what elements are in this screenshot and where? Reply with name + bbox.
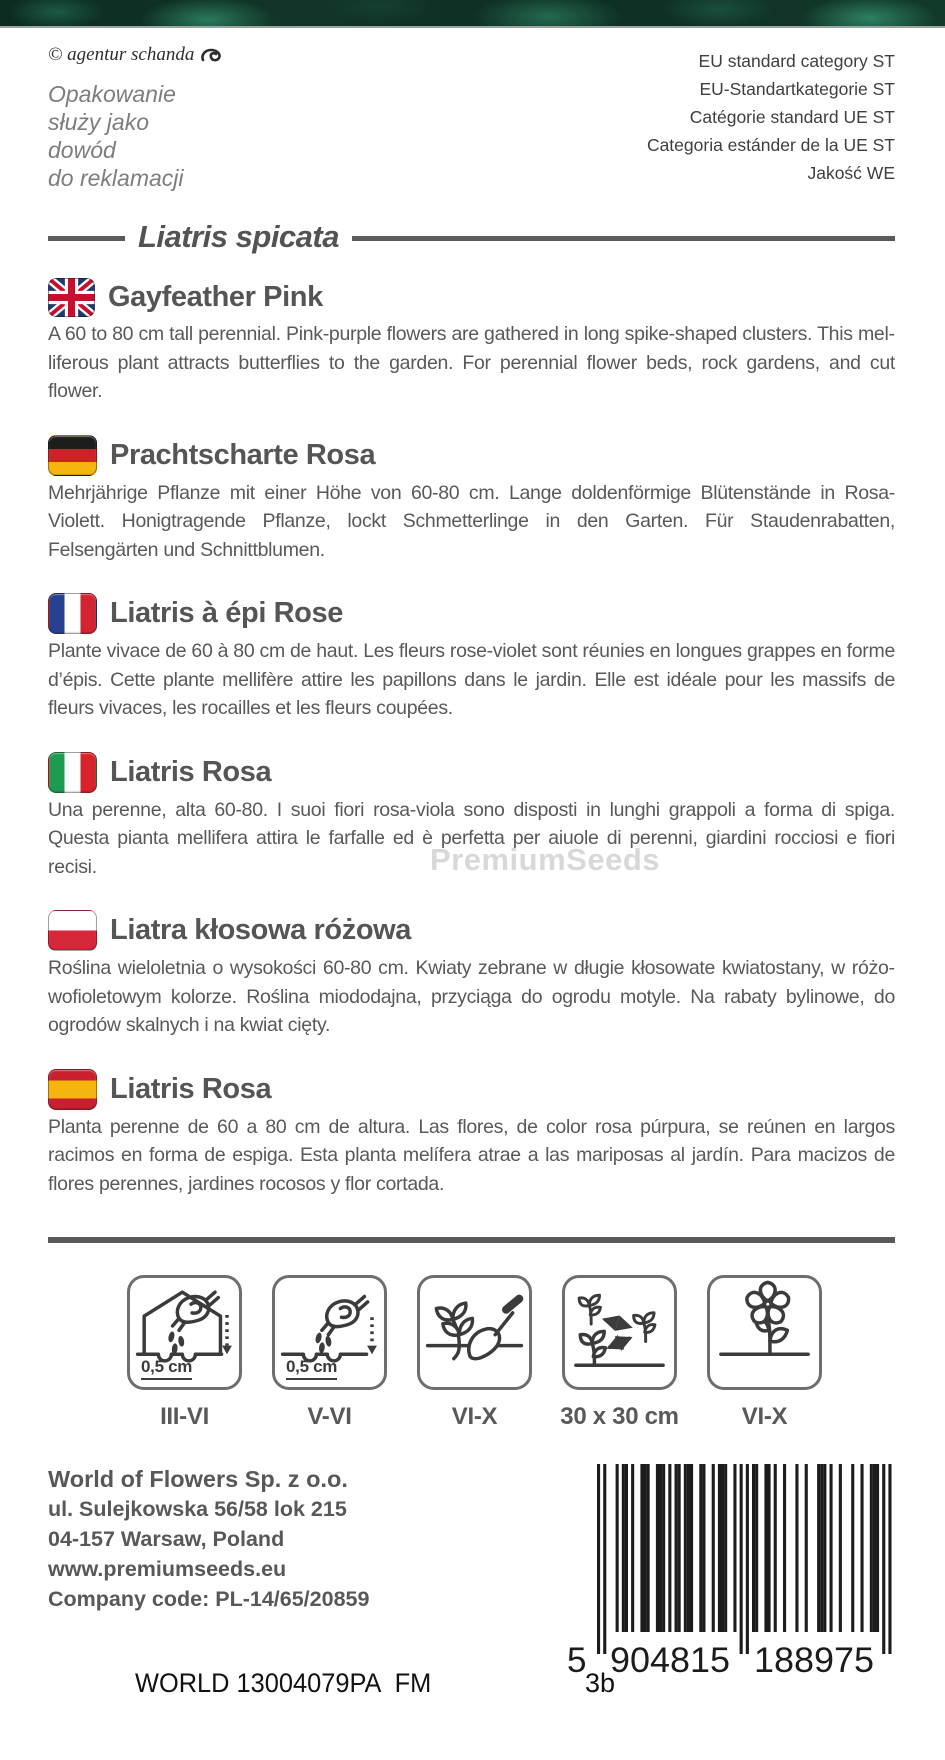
credit-text: © agentur schanda	[48, 44, 195, 65]
left-top-block	[48, 44, 222, 192]
section-description: Plante vivace de 60 à 80 cm de haut. Les fleurs rose-violet sont réunies en longues grappes en forme d’épis. Cette plante mellifère attire les papillons dans le jardin. Elle est idéale pour les massifs de fleurs vivaces, les rocailles et les fleurs coupées.	[48, 640, 895, 719]
section-french	[48, 593, 895, 723]
section-german	[48, 435, 895, 565]
pictogram-label: V-VI	[307, 1403, 352, 1430]
sowing-depth-label: 0,5 cm	[286, 1357, 337, 1380]
bottom-row	[0, 1431, 945, 1678]
schanda-logo-icon	[200, 48, 222, 64]
watermark: PremiumSeeds	[430, 842, 660, 877]
footer-batch-code: 3b	[585, 1668, 616, 1698]
eu-category-line: Catégorie standard UE ST	[689, 107, 895, 127]
section-description: A 60 to 80 cm tall perennial. Pink-purple flowers are gathered in long spike-shaped clusters. This melliferous plant attracts butterflies to the garden. For perennial flower beds, rock gardens, and cut flower.	[48, 323, 895, 402]
footer-print-code	[135, 1668, 431, 1699]
company-address-line: ul. Sulejkowska 56/58 lok 215	[48, 1497, 347, 1521]
section-heading	[48, 593, 895, 634]
uk-flag-icon	[48, 278, 95, 317]
italy-flag-icon	[48, 752, 97, 793]
credit-line	[48, 44, 222, 66]
packaging-note	[48, 80, 222, 192]
packaging-note-line: do reklamacji	[48, 165, 184, 191]
section-polish	[48, 910, 895, 1040]
section-heading	[48, 278, 895, 317]
sowing-depth-label: 0,5 cm	[141, 1357, 192, 1380]
section-spanish	[48, 1069, 895, 1199]
section-heading	[48, 910, 895, 951]
pictogram-box	[272, 1275, 387, 1390]
section-heading	[48, 752, 895, 793]
pictogram-transplant	[417, 1275, 532, 1431]
pictogram-label: VI-X	[451, 1403, 498, 1430]
eu-category-line: EU-Standartkategorie ST	[699, 79, 895, 99]
packaging-note-line: dowód	[48, 137, 116, 163]
eu-category-line: EU standard category ST	[698, 51, 895, 71]
svg-text:904815: 904815	[610, 1641, 730, 1678]
top-info-row	[0, 28, 945, 192]
poland-flag-icon	[48, 910, 97, 951]
section-italian	[48, 752, 895, 882]
print-code-text: WORLD 13004079PA	[135, 1668, 382, 1698]
company-block	[48, 1464, 563, 1614]
header-rule-left	[48, 236, 125, 241]
section-title: Gayfeather Pink	[108, 281, 323, 313]
france-flag-icon	[48, 593, 97, 634]
company-code: Company code: PL-14/65/20859	[48, 1587, 370, 1611]
pictogram-label: VI-X	[741, 1403, 788, 1430]
pictogram-flowering	[707, 1275, 822, 1431]
eu-category-line: Categoria estánder de la UE ST	[646, 135, 895, 155]
transplant-icon	[420, 1278, 529, 1387]
pictogram-sow-indoors	[127, 1275, 242, 1431]
spain-flag-icon	[48, 1069, 97, 1110]
species-header	[48, 219, 895, 258]
pictogram-label: III-VI	[160, 1403, 209, 1430]
section-heading	[48, 1069, 895, 1110]
packaging-note-line: służy jako	[48, 109, 149, 135]
section-description: Una perenne, alta 60-80. I suoi fiori rosa-viola sono disposti in lunghi grappoli a forma di spiga. Questa pianta mellifera attira le farfalle ed è perfetta per aiuole di perenni, giardini rocciosi e fiori recisi.	[48, 798, 895, 878]
pictogram-box	[562, 1275, 677, 1390]
section-title: Prachtscharte Rosa	[110, 438, 376, 471]
section-english	[48, 278, 895, 406]
svg-text:5: 5	[567, 1641, 587, 1678]
pictogram-box	[707, 1275, 822, 1390]
pictogram-box	[127, 1275, 242, 1390]
company-website: www.premiumseeds.eu	[48, 1557, 287, 1581]
barcode	[563, 1464, 895, 1678]
section-description: Roślina wieloletnia o wysokości 60-80 cm. Kwiaty zebrane w długie kłosowate kwiatostany, w różowofioletowym kolorze. Roślina miododajna, przyciąga do ogrodu motyle. Na rabaty bylinowe, do ogrodów skalnych i na kwiat cięty.	[48, 957, 895, 1036]
section-divider	[48, 1237, 895, 1243]
species-name: Liatris spicata	[138, 219, 339, 254]
pictogram-row	[127, 1275, 945, 1431]
svg-text:188975: 188975	[754, 1641, 874, 1678]
company-address-line: 04-157 Warsaw, Poland	[48, 1527, 285, 1551]
section-title: Liatris Rosa	[110, 755, 272, 788]
language-sections	[0, 278, 945, 1198]
section-heading	[48, 435, 895, 476]
section-title: Liatris à épi Rose	[110, 597, 343, 629]
section-description: Planta perenne de 60 a 80 cm de altura. Las flores, de color rosa púrpura, se reúnen en largos racimos en forma de espiga. Esta planta melífera atrae a las mariposas al jardín. Para macizos de flores perennes, jardines rocosos y flor cortada.	[48, 1115, 895, 1195]
germany-flag-icon	[48, 435, 97, 476]
flowering-icon	[710, 1278, 819, 1387]
pictogram-label: 30 x 30 cm	[560, 1403, 679, 1430]
eu-category-block	[647, 44, 895, 192]
header-rule-right	[352, 236, 895, 241]
section-title: Liatra kłosowa różowa	[110, 914, 412, 946]
company-name: World of Flowers Sp. z o.o.	[48, 1466, 348, 1492]
print-code-suffix: FM	[394, 1668, 432, 1698]
plant-photo-strip	[0, 0, 945, 28]
packaging-note-line: Opakowanie	[48, 81, 176, 107]
eu-category-line: Jakość WE	[807, 163, 895, 183]
pictogram-spacing	[562, 1275, 677, 1431]
spacing-icon	[565, 1278, 674, 1387]
ean13-barcode	[563, 1464, 895, 1678]
section-title: Liatris Rosa	[110, 1072, 272, 1105]
section-description: Mehrjährige Pflanze mit einer Höhe von 60-80 cm. Lange doldenförmige Blütenstände in Rosa-Violett. Honigtragende Pflanze, lockt Schmetterlinge in den Garten. Für Staudenrabatten, Felsengärten und Schnittblumen.	[48, 481, 895, 561]
pictogram-sow-outdoors	[272, 1275, 387, 1431]
pictogram-box	[417, 1275, 532, 1390]
